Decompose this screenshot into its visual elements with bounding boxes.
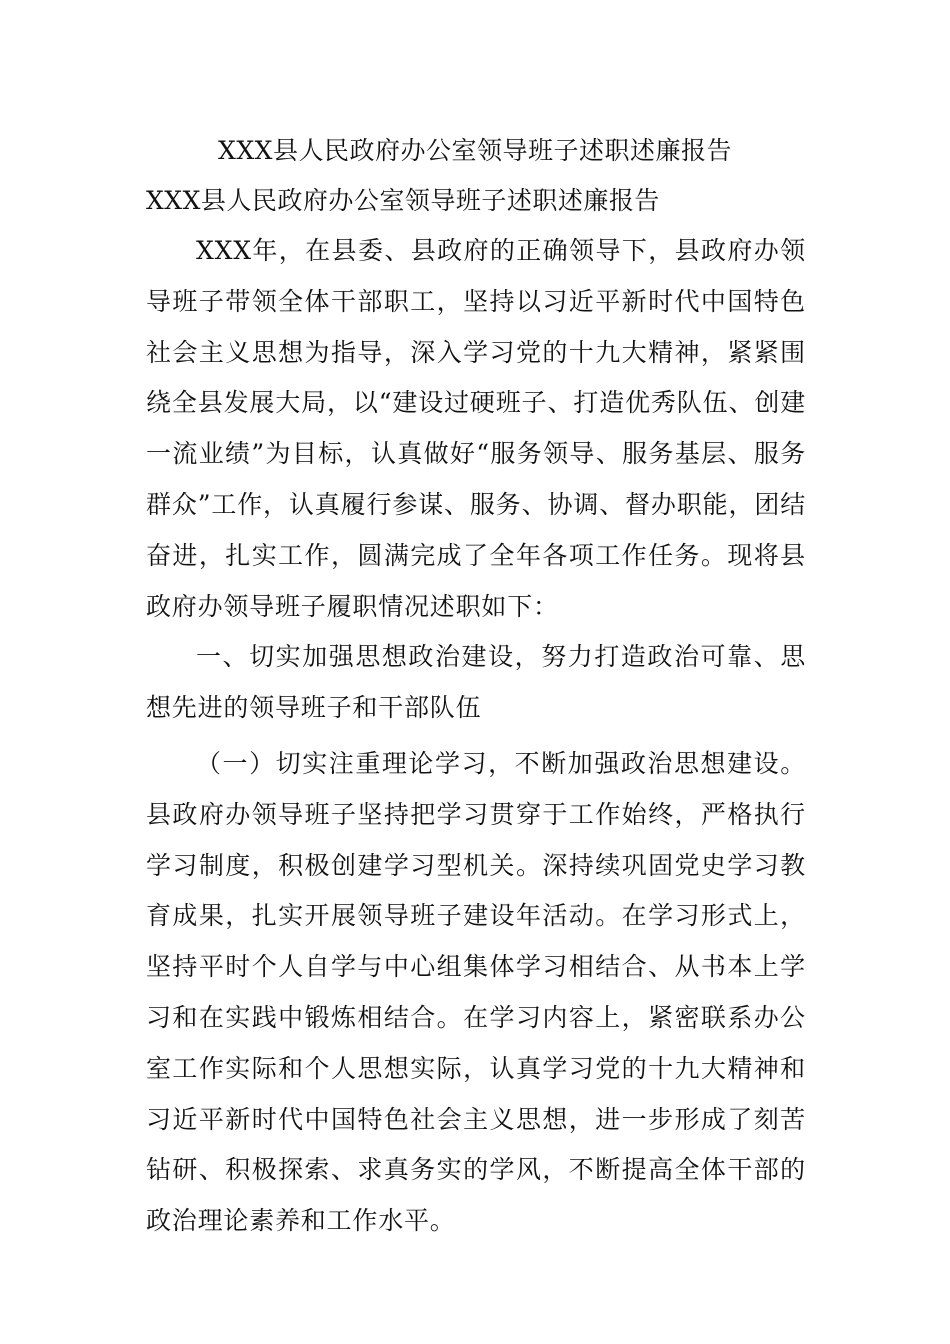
document-title: XXX县人民政府办公室领导班子述职述廉报告 (218, 136, 732, 165)
subsection-paragraph-1: （一）切实注重理论学习，不断加强政治思想建设。县政府办领导班子坚持把学习贯穿于工作始终，严格执行学习制度，积极创建学习型机关。深持续巩固党史学习教育成果，扎实开展领导班子建设年活动。在学习形式上，坚持平时个人自学与中心组集体学习相结合、从书本上学习和在实践中锻炼相结合。在学习内容上，紧密联系办公室工作实际和个人思想实际，认真学习党的十九大精神和习近平新时代中国特色社会主义思想，进一步形成了刻苦钻研、积极探索、求真务实的学风，不断提高全体干部的政治理论素养和工作水平。 (146, 748, 806, 1236)
document-body (146, 226, 806, 1247)
section-heading-1: 一、切实加强思想政治建设，努力打造政治可靠、思想先进的领导班子和干部队伍 (146, 642, 806, 723)
document-subtitle: XXX县人民政府办公室领导班子述职述廉报告 (146, 186, 660, 215)
intro-paragraph: XXX年，在县委、县政府的正确领导下，县政府办领导班子带领全体干部职工，坚持以习近平新时代中国特色社会主义思想为指导，深入学习党的十九大精神，紧紧围绕全县发展大局，以“建设过硬班子、打造优秀队伍、创建一流业绩”为目标，认真做好“服务领导、服务基层、服务群众”工作，认真履行参谋、服务、协调、督办职能，团结奋进，扎实工作，圆满完成了全年各项工作任务。现将县政府办领导班子履职情况述职如下： (146, 236, 806, 621)
